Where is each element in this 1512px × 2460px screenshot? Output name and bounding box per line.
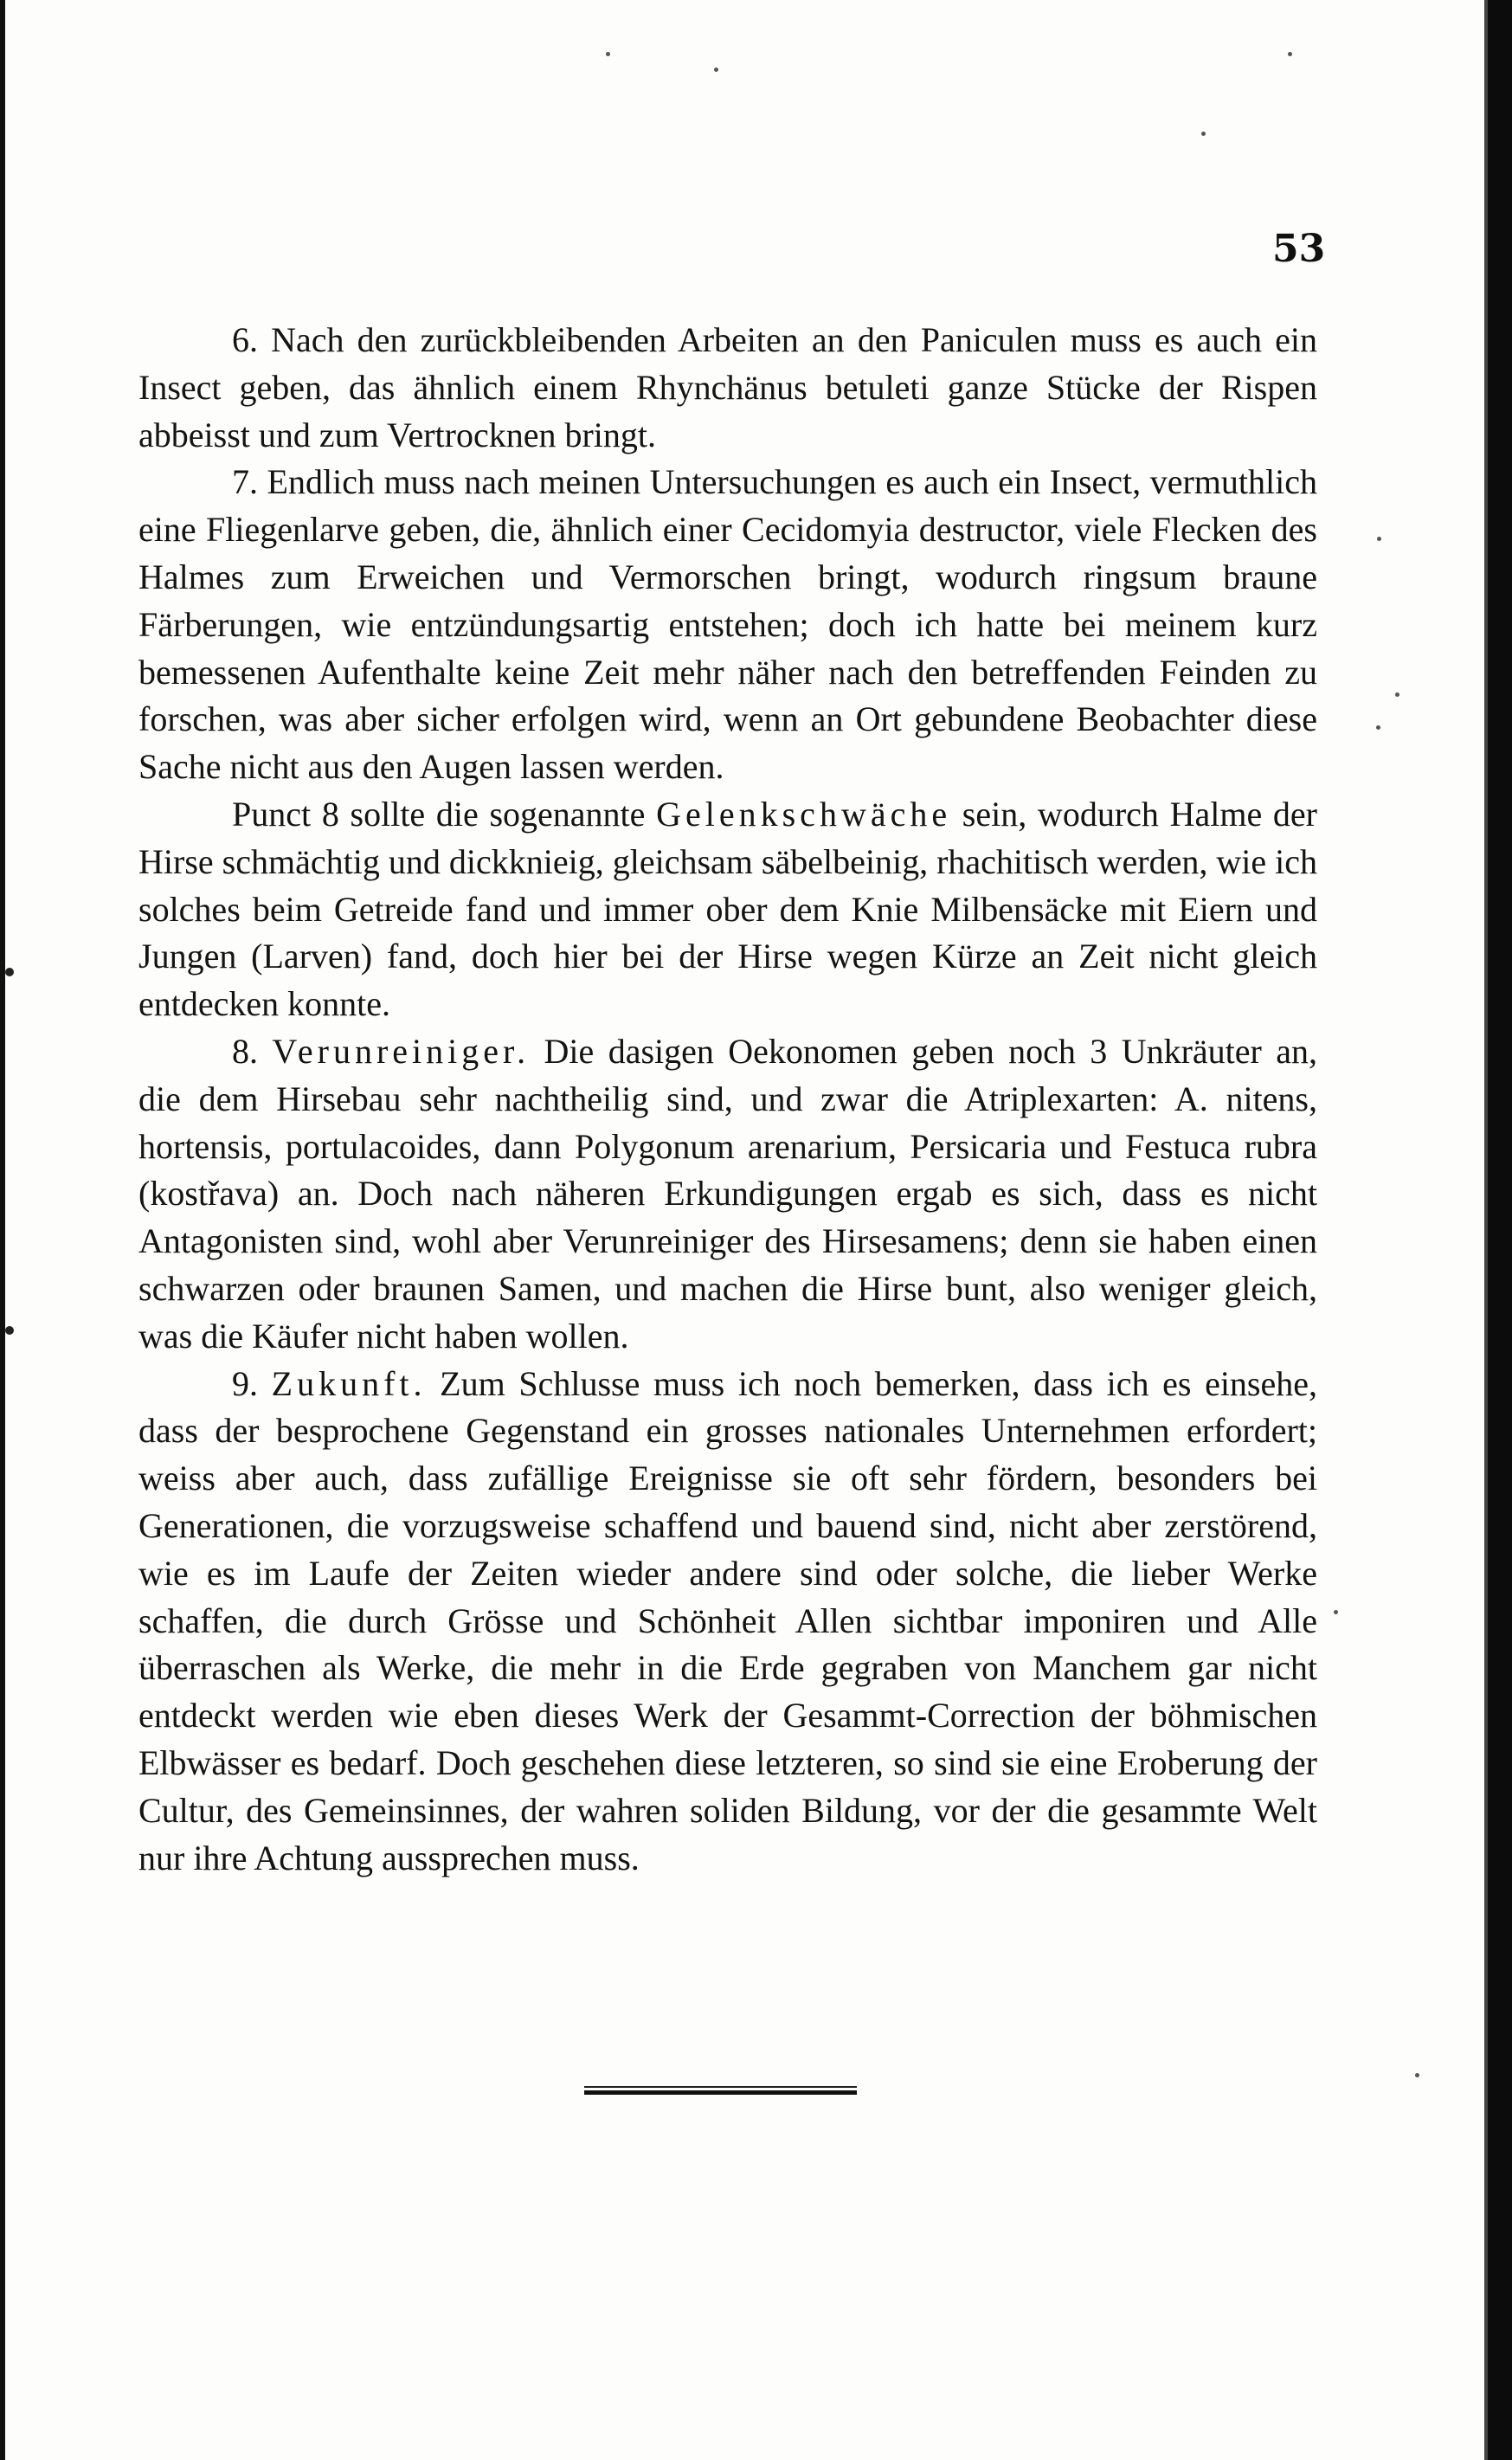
end-rule-divider (584, 2086, 857, 2095)
paragraph-rest: Zum Schlusse muss ich noch bemerken, dass ich es einsehe, dass der besprochene Gegenstand ein grosses nationales Unternehmen erfordert; weiss aber auch, dass zufällige Ereignisse sie oft sehr fördern, besonders bei Generationen, die vorzugsweise schaffend und bauend sind, nicht aber zerstörend, wie es im Laufe der Zeiten wieder andere sind oder solche, die lieber Werke schaffen, die durch Grösse und Schönheit Allen sichtbar imponiren und Alle überraschen als Werke, die mehr in die Erde gegraben von Manchem gar nicht entdeckt werden wie eben dieses Werk der Gesammt-Correction der böhmischen Elbwässer es bedarf. Doch geschehen diese letzteren, so sind sie eine Eroberung der Cultur, des Gemeinsinnes, der wahren soliden Bildung, vor der die gesammte Welt nur ihre Achtung aussprechen muss. (138, 1363, 1318, 1877)
paragraph-7: 7. Endlich muss nach meinen Untersuchungen es auch ein Insect, vermuthlich eine Fliegenlarve geben, die, ähnlich einer Cecidomyia destructor, viele Flecken des Halmes zum Erweichen und Vermorschen bringt, wodurch ringsum braune Färberungen, wie entzündungsartig entstehen; doch ich hatte bei meinem kurz bemessenen Aufenthalte keine Zeit mehr näher nach den betreffenden Feinden zu forschen, was aber sicher erfolgen wird, wenn an Ort gebundene Beobachter diese Sache nicht aus den Augen lassen werden. (138, 462, 1317, 787)
scan-edge-left (0, 0, 5, 2460)
section-heading: Verunreiniger. (272, 1031, 531, 1071)
spaced-term: Gelenkschwäche (656, 794, 952, 834)
scan-speck (1376, 725, 1380, 730)
paragraph-8-verunreiniger (138, 1028, 1317, 1361)
scan-speck (1334, 1610, 1338, 1614)
paragraph-lead: Punct 8 sollte die sogenannte (232, 794, 657, 834)
scan-speck (1201, 132, 1206, 136)
scan-speck (1395, 692, 1399, 697)
scan-speck (1415, 2073, 1419, 2077)
page-number: 53 (1272, 227, 1326, 271)
margin-mark (5, 968, 14, 976)
scan-speck (714, 68, 718, 72)
body-text (138, 317, 1317, 1882)
scan-speck (1377, 537, 1381, 541)
paragraph-6: 6. Nach den zurückbleibenden Arbeiten an den Paniculen muss es auch ein Insect geben, das ähnlich einem Rhynchänus betuleti ganze Stücke der Rispen abbeisst und zum Vertrocknen bringt. (138, 320, 1317, 454)
paragraph-lead: 9. (232, 1363, 272, 1403)
scan-speck (606, 52, 610, 56)
scan-speck (1288, 52, 1292, 56)
scan-edge-right (1488, 0, 1512, 2460)
margin-mark (5, 1326, 14, 1335)
end-rule-thin-line (584, 2086, 857, 2088)
section-heading: Zukunft. (271, 1363, 427, 1403)
paragraph-punct-8 (138, 791, 1317, 1028)
end-rule-thick-line (584, 2090, 857, 2095)
paragraph-rest: Die dasigen Oekonomen geben noch 3 Unkräuter an, die dem Hirsebau sehr nachtheilig sind, und zwar die Atriplexarten: A. nitens, hortensis, portulacoides, dann Polygonum arenarium, Persicaria und Festuca rubra (kostřava) an. Doch nach näheren Erkundigungen ergab es sich, dass es nicht Antagonisten sind, wohl aber Verunreiniger des Hirsesamens; denn sie haben einen schwarzen oder braunen Samen, und machen die Hirse bunt, also weniger gleich, was die Käufer nicht haben wollen. (138, 1031, 1318, 1356)
paragraph-lead: 8. (232, 1031, 273, 1071)
paragraph-9-zukunft (138, 1361, 1317, 1883)
paragraph-rest: sein, wodurch Halme der Hirse schmächtig und dickknieig, gleichsam säbelbeinig, rhachitisch werden, wie ich solches beim Getreide fand und immer ober dem Knie Milbensäcke mit Eiern und Jungen (Larven) fand, doch hier bei der Hirse wegen Kürze an Zeit nicht gleich entdecken konnte. (138, 794, 1317, 1024)
